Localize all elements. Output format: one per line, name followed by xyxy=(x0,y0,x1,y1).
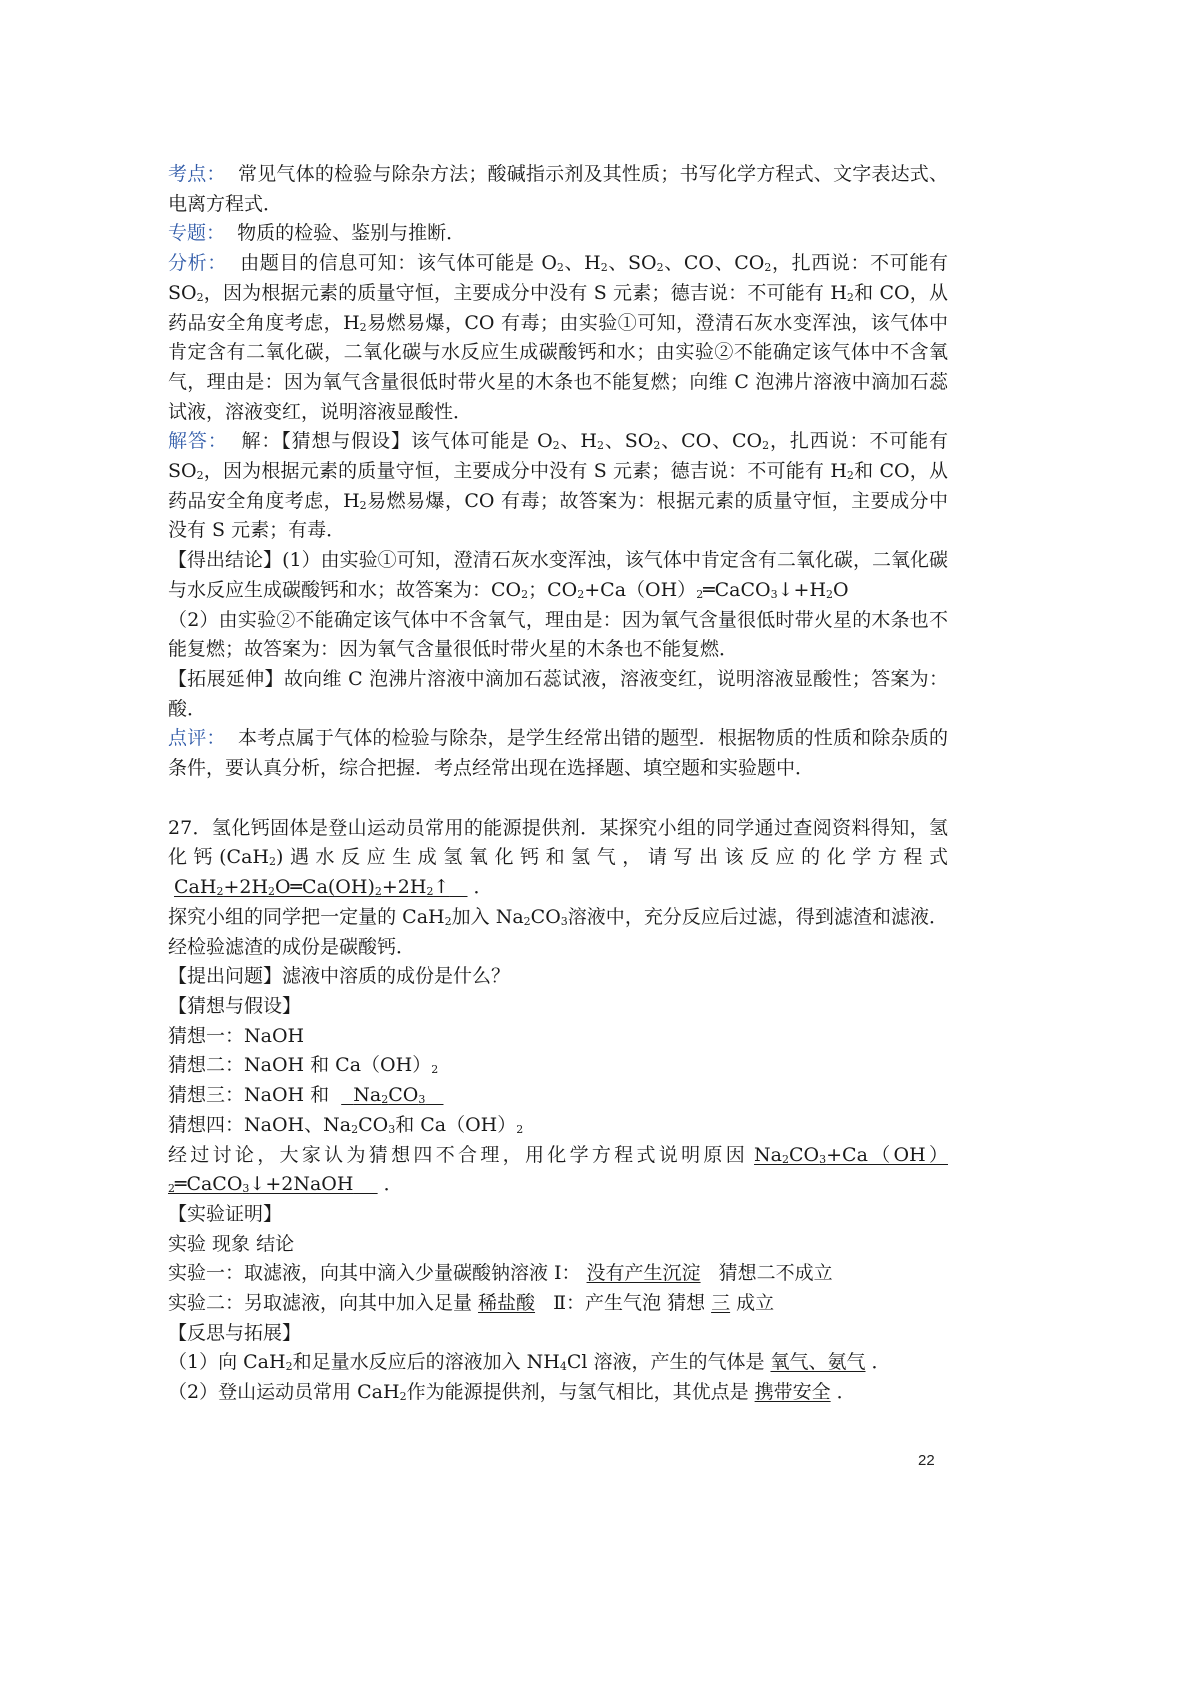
conclusion-1-a: 【得出结论】(1）由实验①可知，澄清石灰水变浑浊，该气体中肯定含有二氧化碳，二氧化碳与水反应生成碳酸钙和水；故答案为：CO xyxy=(168,549,948,601)
jieda-text-b: 、H xyxy=(559,430,597,453)
kaodian-text: 常见气体的检验与除杂方法；酸碱指示剂及其性质；书写化学方程式、文字表达式、电离方程式． xyxy=(168,163,948,215)
jieda-text-g: 和 CO，从药品安全角度考虑，H xyxy=(168,460,948,512)
q27-guess-1: 猜想一：NaOH xyxy=(168,1024,305,1047)
q27-inquiry-paragraph: 探究小组的同学把一定量的 CaH$_2$加入 $Na_2CO_3$溶液中，充分反应后过滤，得到滤渣和滤液．经检验滤渣的成份是碳酸钙． xyxy=(168,905,948,958)
q27-guess-4-sub: 2 xyxy=(516,1122,524,1136)
q27-exp2-answer-blank-1: 稀盐酸 xyxy=(478,1292,536,1315)
q27-refl1-a: （1）向 CaH xyxy=(168,1351,286,1374)
q27-exp1-answer-blank: 没有产生沉淀 xyxy=(586,1262,701,1285)
q27-refl2-b: 作为能源提供剂，与氢气相比，其优点是 xyxy=(406,1381,749,1404)
fenxi-text-b: 、H xyxy=(563,252,601,275)
q27-guess-3-text: 猜想三：NaOH 和 xyxy=(168,1084,330,1107)
q27-refl1-end: ． xyxy=(871,1351,891,1374)
fenxi-text-h: 易燃易爆，CO 有毒；由实验①可知，澄清石灰水变浑浊，该气体中肯定含有二氧化碳，二氧化碳与水反应生成碳酸钙和水；由实验②不能确定该气体中不含氧气，理由是：因为氧气含量很低时带火星的木条也不能复燃；向维 C 泡沸片溶液中滴加石蕊试液，溶液变红，说明溶液显酸性． xyxy=(168,311,949,423)
q27-table-header: 实验 现象 结论 xyxy=(168,1232,295,1255)
fenxi-text-c: 、SO xyxy=(607,252,657,275)
q27-reflection-2: （2）登山运动员常用 CaH$_2$作为能源提供剂，与氢气相比，其优点是 携带安全 ． xyxy=(168,1381,856,1404)
q27-refl2-end: ． xyxy=(836,1381,856,1404)
fenxi-text-a: 由题目的信息可知：该气体可能是 O xyxy=(240,252,557,275)
q27-guess-3 xyxy=(168,1081,948,1111)
q27-exp2-text: 实验二：另取滤液，向其中加入足量 xyxy=(168,1292,473,1315)
dianping-label: 点评： xyxy=(168,727,226,750)
q27-reflection-1: （1）向 CaH$_2$和足量水反应后的溶液加入 $NH_4Cl$ 溶液，产生的气体是 氧气、氨气 ． xyxy=(168,1351,891,1374)
conclusion-2-paragraph: （2）由实验②不能确定该气体中不含氧气，理由是：因为氧气含量很低时带火星的木条也不能复燃；故答案为：因为氧气含量很低时带火星的木条也不能复燃． xyxy=(168,608,948,661)
dianping-paragraph xyxy=(168,724,948,783)
q27-intro-a: 27．氢化钙固体是登山运动员常用的能源提供剂．某探究小组的同学通过查阅资料得知，氢化钙(CaH xyxy=(168,816,948,869)
jieda-text-c: 、SO xyxy=(603,430,654,453)
kaodian-label: 考点： xyxy=(168,163,226,185)
q27-refl1-answer-blank: 氧气、氨气 xyxy=(770,1351,866,1374)
q27-discussion-answer-blank: $Na_2CO_3+Ca(OH)_2═CaCO_3↓+2NaOH$ xyxy=(168,1143,948,1196)
q27-inquiry-a: 探究小组的同学把一定量的 CaH xyxy=(168,905,445,928)
q27-refl1-c: Cl 溶液，产生的气体是 xyxy=(566,1351,765,1374)
q27-guess-4: 猜想四：NaOH、$Na_2CO_3$和 $Ca(OH)_2$ xyxy=(168,1113,524,1136)
jieda-text-d: 、CO、CO xyxy=(660,430,763,453)
q27-guess-2 xyxy=(168,1051,948,1081)
q27-discussion-end: ． xyxy=(383,1173,403,1196)
q27-question: 【提出问题】滤液中溶质的成份是什么？ xyxy=(168,965,511,988)
q27-intro-paragraph: 27．氢化钙固体是登山运动员常用的能源提供剂．某探究小组的同学通过查阅资料得知，氢化钙(CaH$_2$)遇水反应生成氢氧化钙和氢气，请写出该反应的化学方程式$CaH_2+2H_2O═Ca(OH)_2+2H_2↑$ ． xyxy=(168,816,948,899)
document-page xyxy=(168,160,948,1408)
q27-exp1-conclusion: 猜想二不成立 xyxy=(718,1262,833,1285)
fenxi-text-e: ，扎西说：不可能有 SO xyxy=(168,252,948,304)
q27-refl1-b: 和足量水反应后的溶液加入 NH xyxy=(292,1351,560,1374)
q27-discussion xyxy=(168,1141,948,1200)
conclusion-1-c: +Ca（OH） xyxy=(584,578,697,601)
conclusion-1-e: ↓+H xyxy=(777,578,827,601)
jieda-text-e: ，扎西说：不可能有 SO xyxy=(168,430,948,483)
q27-discussion-text: 经过讨论，大家认为猜想四不合理，用化学方程式说明原因 xyxy=(168,1143,749,1166)
dianping-text: 本考点属于气体的检验与除杂，是学生经常出错的题型．根据物质的性质和除杂质的条件，要认真分析，综合把握．考点经常出现在选择题、填空题和实验题中． xyxy=(168,727,948,780)
q27-refl2-answer-blank: 携带安全 xyxy=(754,1381,831,1404)
q27-exp2-conclusion: 成立 xyxy=(736,1292,775,1315)
q27-exp2-answer-blank-2: 三 xyxy=(711,1292,731,1315)
q27-exp1-text: 实验一：取滤液，向其中滴入少量碳酸钠溶液 Ⅰ： xyxy=(168,1262,581,1285)
jieda-label: 解答： xyxy=(168,430,228,453)
fenxi-text-f: ，因为根据元素的质量守恒，主要成分中没有 S 元素；德吉说：不可能有 H xyxy=(203,281,847,304)
fenxi-text-d: 、CO、CO xyxy=(663,252,765,275)
q27-intro-h: ． xyxy=(473,876,493,899)
q27-inquiry-d: 溶液中，充分反应后过滤，得到滤渣和滤液．经检验滤渣的成份是碳酸钙． xyxy=(168,905,948,958)
q27-guess-2-text: 猜想二：NaOH 和 Ca（OH） xyxy=(168,1054,432,1077)
q27-guess-4-b: CO xyxy=(358,1113,389,1136)
conclusion-1-b: ；CO xyxy=(528,578,578,601)
q27-inquiry-b: 加入 Na xyxy=(451,905,524,928)
conclusion-1-d: ═CaCO xyxy=(703,578,771,601)
q27-proof-title: 【实验证明】 xyxy=(168,1202,283,1225)
q27-exp2-text-b: Ⅱ：产生气泡 猜想 xyxy=(553,1292,706,1315)
q27-guess-2-sub: 2 xyxy=(431,1063,439,1077)
kaodian-paragraph xyxy=(168,160,948,219)
extension-paragraph: 【拓展延伸】故向维 C 泡沸片溶液中滴加石蕊试液，溶液变红，说明溶液显酸性；答案为：酸． xyxy=(168,667,948,720)
q27-equation-answer-blank: $CaH_2+2H_2O═Ca(OH)_2+2H_2↑$ xyxy=(174,876,450,899)
q27-experiment-2 xyxy=(168,1289,948,1319)
q27-reflection-title: 【反思与拓展】 xyxy=(168,1321,302,1344)
fenxi-text-g: 和 CO，从药品安全角度考虑，H xyxy=(168,281,948,334)
q27-hypothesis-title: 【猜想与假设】 xyxy=(168,994,302,1017)
zhuanti-text: 物质的检验、鉴别与推断． xyxy=(237,222,466,245)
jieda-text-a: 解：【猜想与假设】该气体可能是 O xyxy=(241,430,553,453)
conclusion-1-f: O xyxy=(833,578,849,601)
q27-inquiry-c: CO xyxy=(530,905,561,928)
q27-guess-4-c: 和 Ca（OH） xyxy=(395,1113,517,1136)
q27-guess-3-answer-blank: $Na_2CO_3$ xyxy=(353,1084,426,1107)
q27-experiment-1 xyxy=(168,1259,948,1289)
section-gap xyxy=(168,784,948,814)
fenxi-paragraph: 分析： 由题目的信息可知：该气体可能是 $O_2$、$H_2$、$SO_2$、CO、$CO_2$，扎西说：不可能有 $SO_2$，因为根据元素的质量守恒，主要成分中没有 S 元素；德吉说：不可能有 $H_2$和 CO，从药品安全角度考虑，$H_2$易燃易爆，CO 有毒；由实验①可知，澄清石灰水变浑浊，该气体中肯定含有二氧化碳，二氧化碳与水反应生成碳酸钙和水；由实验②不能确定该气体中不含氧气，理由是：因为氧气含量很低时带火星的木条也不能复燃；向维 C 泡沸片溶液中滴加石蕊试液，溶液变红，说明溶液显酸性． xyxy=(168,252,949,423)
q27-intro-b: )遇水反应生成氢氧化钙和氢气，请写出该反应的化学方程式 xyxy=(275,846,948,869)
conclusion-1-paragraph: 【得出结论】(1）由实验①可知，澄清石灰水变浑浊，该气体中肯定含有二氧化碳，二氧化碳与水反应生成碳酸钙和水；故答案为：$CO_2$；$CO_2+Ca(OH)_2═CaCO_3↓+H_2O$ xyxy=(168,549,948,601)
jieda-paragraph: 解答： 解：【猜想与假设】该气体可能是 $O_2$、$H_2$、$SO_2$、CO、$CO_2$，扎西说：不可能有 $SO_2$，因为根据元素的质量守恒，主要成分中没有 S 元素；德吉说：不可能有 $H_2$和 CO，从药品安全角度考虑，$H_2$易燃易爆，CO 有毒；故答案为：根据元素的质量守恒，主要成分中没有 S 元素；有毒． xyxy=(168,430,949,542)
zhuanti-label: 专题： xyxy=(168,222,226,245)
q27-refl2-a: （2）登山运动员常用 CaH xyxy=(168,1381,400,1404)
page-number: 22 xyxy=(918,1452,935,1469)
jieda-text-h: 易燃易爆，CO 有毒；故答案为：根据元素的质量守恒，主要成分中没有 S 元素；有毒． xyxy=(168,489,949,542)
fenxi-label: 分析： xyxy=(168,252,227,275)
zhuanti-paragraph xyxy=(168,219,948,249)
q27-guess-4-a: 猜想四：NaOH、Na xyxy=(168,1113,352,1136)
jieda-text-f: ，因为根据元素的质量守恒，主要成分中没有 S 元素；德吉说：不可能有 H xyxy=(203,460,847,483)
